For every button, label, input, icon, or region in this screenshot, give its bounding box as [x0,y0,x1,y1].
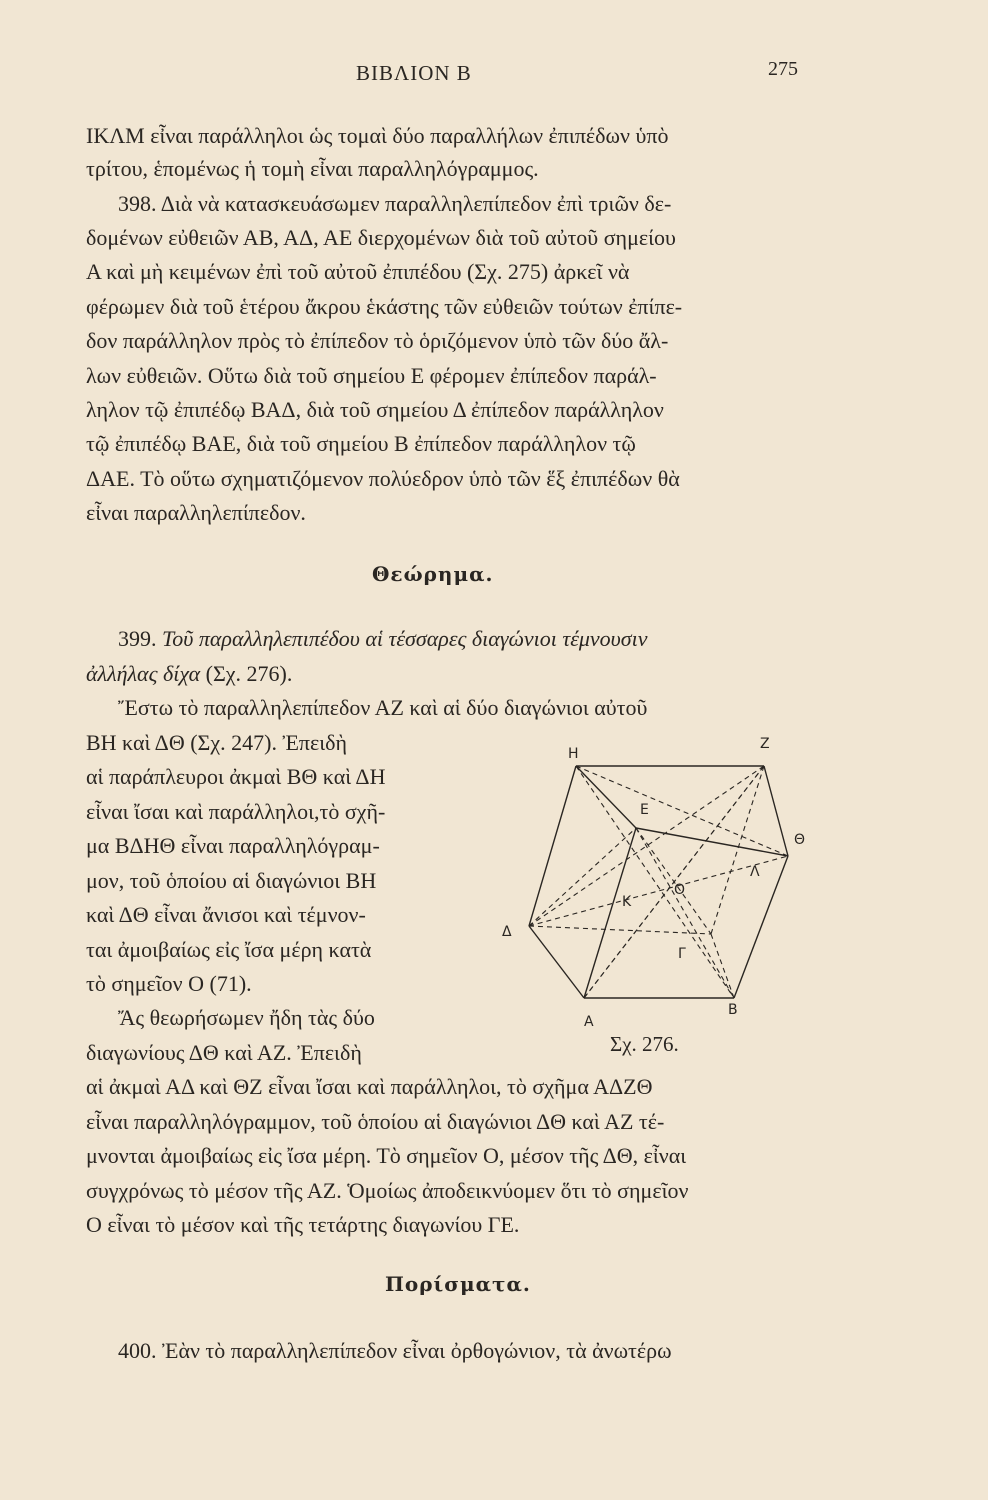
text-line: δον παράλληλον πρὸς τὸ ἐπίπεδον τὸ ὁριζόμενον ὑπὸ τῶν δύο ἄλ- [86,328,669,353]
text-line: ΙΚΛΜ εἶναι παράλληλοι ὡς τομαὶ δύο παραλλήλων ἐπιπέδων ὑπὸ [86,123,669,148]
figure-reference: (Σχ. 276). [205,661,293,686]
figure-label-O: Ο [674,882,686,898]
text-line: φέρωμεν διὰ τοῦ ἑτέρου ἄκρου ἑκάστης τῶν εὐθειῶν τούτων ἐπίπε- [86,294,683,319]
text-line: Ἔστω τὸ παραλληλεπίπεδον ΑΖ καὶ αἱ δύο διαγώνιοι αὐτοῦ [118,695,648,720]
theorem-statement-line [118,626,648,652]
page-number: 275 [768,58,798,80]
text-line: ται ἀμοιβαίως εἰς ἴσα μέρη κατὰ [86,937,372,962]
text-line: λων εὐθειῶν. Οὕτω διὰ τοῦ σημείου Ε φέρομεν ἐπίπεδον παράλ- [86,363,657,388]
text-line: 400. Ἐὰν τὸ παραλληλεπίπεδον εἶναι ὀρθογώνιον, τὰ ἀνωτέρω [118,1338,672,1363]
theorem-statement-italic: ἀλλήλας δίχα [86,661,201,686]
figure-label-Gamma: Γ [678,946,686,962]
theorem-heading: Θεώρημα. [372,562,494,586]
text-line: τῷ ἐπιπέδῳ ΒΑΕ, διὰ τοῦ σημείου Β ἐπίπεδον παράλληλον τῷ [86,431,636,456]
text-line: Ο εἶναι τὸ μέσον καὶ τῆς τετάρτης διαγωνίου ΓΕ. [86,1212,520,1237]
text-line: μνονται ἀμοιβαίως εἰς ἴσα μέρη. Τὸ σημεῖον Ο, μέσον τῆς ΔΘ, εἶναι [86,1143,687,1168]
text-line: Α καὶ μὴ κειμένων ἐπὶ τοῦ αὐτοῦ ἐπιπέδου (Σχ. 275) ἀρκεῖ νὰ [86,259,630,284]
figure-label-Delta: Δ [502,924,512,940]
text-line: καὶ ΔΘ εἶναι ἄνισοι καὶ τέμνον- [86,902,366,927]
corollaries-heading: Πορίσματα. [385,1272,531,1296]
figure-caption: Σχ. 276. [610,1032,679,1056]
text-line: εἶναι ἴσαι καὶ παράλληλοι,τὸ σχῆ- [86,799,386,824]
running-header: ΒΙΒΛΙΟΝ Β [356,61,472,85]
theorem-number: 399. [118,626,157,651]
text-line: μα ΒΔΗΘ εἶναι παραλληλόγραμ- [86,833,380,858]
parallelepiped-figure [496,736,816,1036]
text-line: αἱ ἀκμαὶ ΑΔ καὶ ΘΖ εἶναι ἴσαι καὶ παράλληλοι, τὸ σχῆμα ΑΔΖΘ [86,1074,653,1099]
figure-label-Z: Ζ [760,736,770,752]
figure-label-Lambda: Λ [750,864,760,880]
text-line: δομένων εὐθειῶν ΑΒ, ΑΔ, ΑΕ διερχομένων διὰ τοῦ αὐτοῦ σημείου [86,225,676,250]
theorem-statement-line [86,661,292,687]
text-line: ΒΗ καὶ ΔΘ (Σχ. 247). Ἐπειδὴ [86,730,348,755]
text-line: μον, τοῦ ὁποίου αἱ διαγώνιοι ΒΗ [86,868,377,893]
text-line: συγχρόνως τὸ μέσον τῆς ΑΖ. Ὁμοίως ἀποδεικνύομεν ὅτι τὸ σημεῖον [86,1178,689,1203]
text-line: διαγωνίους ΔΘ καὶ ΑΖ. Ἐπειδὴ [86,1040,362,1065]
figure-label-B: Β [728,1002,738,1018]
text-line: ληλον τῷ ἐπιπέδῳ ΒΑΔ, διὰ τοῦ σημείου Δ ἐπίπεδον παράλληλον [86,397,664,422]
text-line: εἶναι παραλληλεπίπεδον. [86,500,306,525]
theorem-statement: Τοῦ παραλληλεπιπέδου αἱ τέσσαρες διαγώνιοι τέμνουσιν [162,626,648,651]
figure-label-A: Α [584,1014,594,1030]
text-line: 398. Διὰ νὰ κατασκευάσωμεν παραλληλεπίπεδον ἐπὶ τριῶν δε- [118,191,672,216]
figure-label-H: Η [568,746,579,762]
text-line: αἱ παράπλευροι ἀκμαὶ ΒΘ καὶ ΔΗ [86,764,386,789]
figure-label-E: Ε [640,802,649,818]
text-line: τὸ σημεῖον Ο (71). [86,971,252,996]
figure-label-Theta: Θ [794,832,806,848]
text-line: Ἄς θεωρήσωμεν ἤδη τὰς δύο [118,1005,375,1030]
text-line: εἶναι παραλληλόγραμμον, τοῦ ὁποίου αἱ διαγώνιοι ΔΘ καὶ ΑΖ τέ- [86,1109,665,1134]
text-line: τρίτου, ἑπομένως ἡ τομὴ εἶναι παραλληλόγραμμος. [86,156,539,181]
figure-label-K: Κ [622,894,632,910]
text-line: ΔΑΕ. Τὸ οὕτω σχηματιζόμενον πολύεδρον ὑπὸ τῶν ἕξ ἐπιπέδων θὰ [86,466,680,491]
